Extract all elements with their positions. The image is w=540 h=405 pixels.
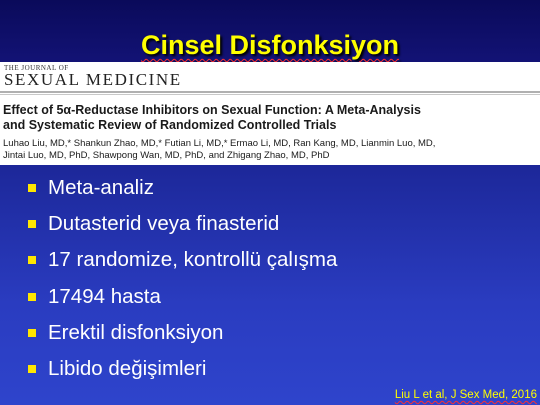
bullet-text: Meta-analiz xyxy=(48,176,154,200)
square-bullet-icon xyxy=(28,220,36,228)
citation xyxy=(395,389,537,401)
bullet-text: 17 randomize, kontrollü çalışma xyxy=(48,248,338,272)
journal-rule-thin xyxy=(0,94,540,95)
bullet-text: 17494 hasta xyxy=(48,284,161,308)
bullet-item xyxy=(28,170,337,206)
square-bullet-icon xyxy=(28,256,36,264)
slide-title: Cinsel Disfonksiyon xyxy=(140,30,400,60)
citation-text: Liu L et al, J Sex Med, 2016 xyxy=(394,389,537,401)
journal-name: SEXUAL MEDICINE xyxy=(4,70,182,89)
article-header-image xyxy=(0,62,540,165)
authors-line-1: Luhao Liu, MD,* Shankun Zhao, MD,* Futian Li, MD,* Ermao Li, MD, Ran Kang, MD, Lianmin Luo, MD, xyxy=(3,138,436,149)
square-bullet-icon xyxy=(28,329,36,337)
authors-line-2: Jintai Luo, MD, PhD, Shawpong Wan, MD, PhD, and Zhigang Zhao, MD, PhD xyxy=(3,149,330,161)
article-title-line-2: and Systematic Review of Randomized Controlled Trials xyxy=(3,118,337,132)
bullet-item xyxy=(28,315,337,351)
bullet-item xyxy=(28,351,337,387)
journal-rule xyxy=(0,91,540,93)
bullet-text: Erektil disfonksiyon xyxy=(48,320,224,344)
square-bullet-icon xyxy=(28,184,36,192)
journal-small-label: THE JOURNAL OF xyxy=(4,64,69,72)
bullet-item xyxy=(28,242,337,278)
square-bullet-icon xyxy=(28,293,36,301)
square-bullet-icon xyxy=(28,365,36,373)
article-authors xyxy=(3,138,538,161)
bullet-item xyxy=(28,206,337,242)
bullet-text: Dutasterid veya finasterid xyxy=(48,212,280,236)
article-title xyxy=(3,103,538,133)
article-title-line-1: Effect of 5α-Reductase Inhibitors on Sexual Function: A Meta-Analysis xyxy=(3,103,421,117)
bullet-list xyxy=(28,170,337,387)
bullet-text: Libido değişimleri xyxy=(48,357,207,381)
bullet-item xyxy=(28,279,337,315)
